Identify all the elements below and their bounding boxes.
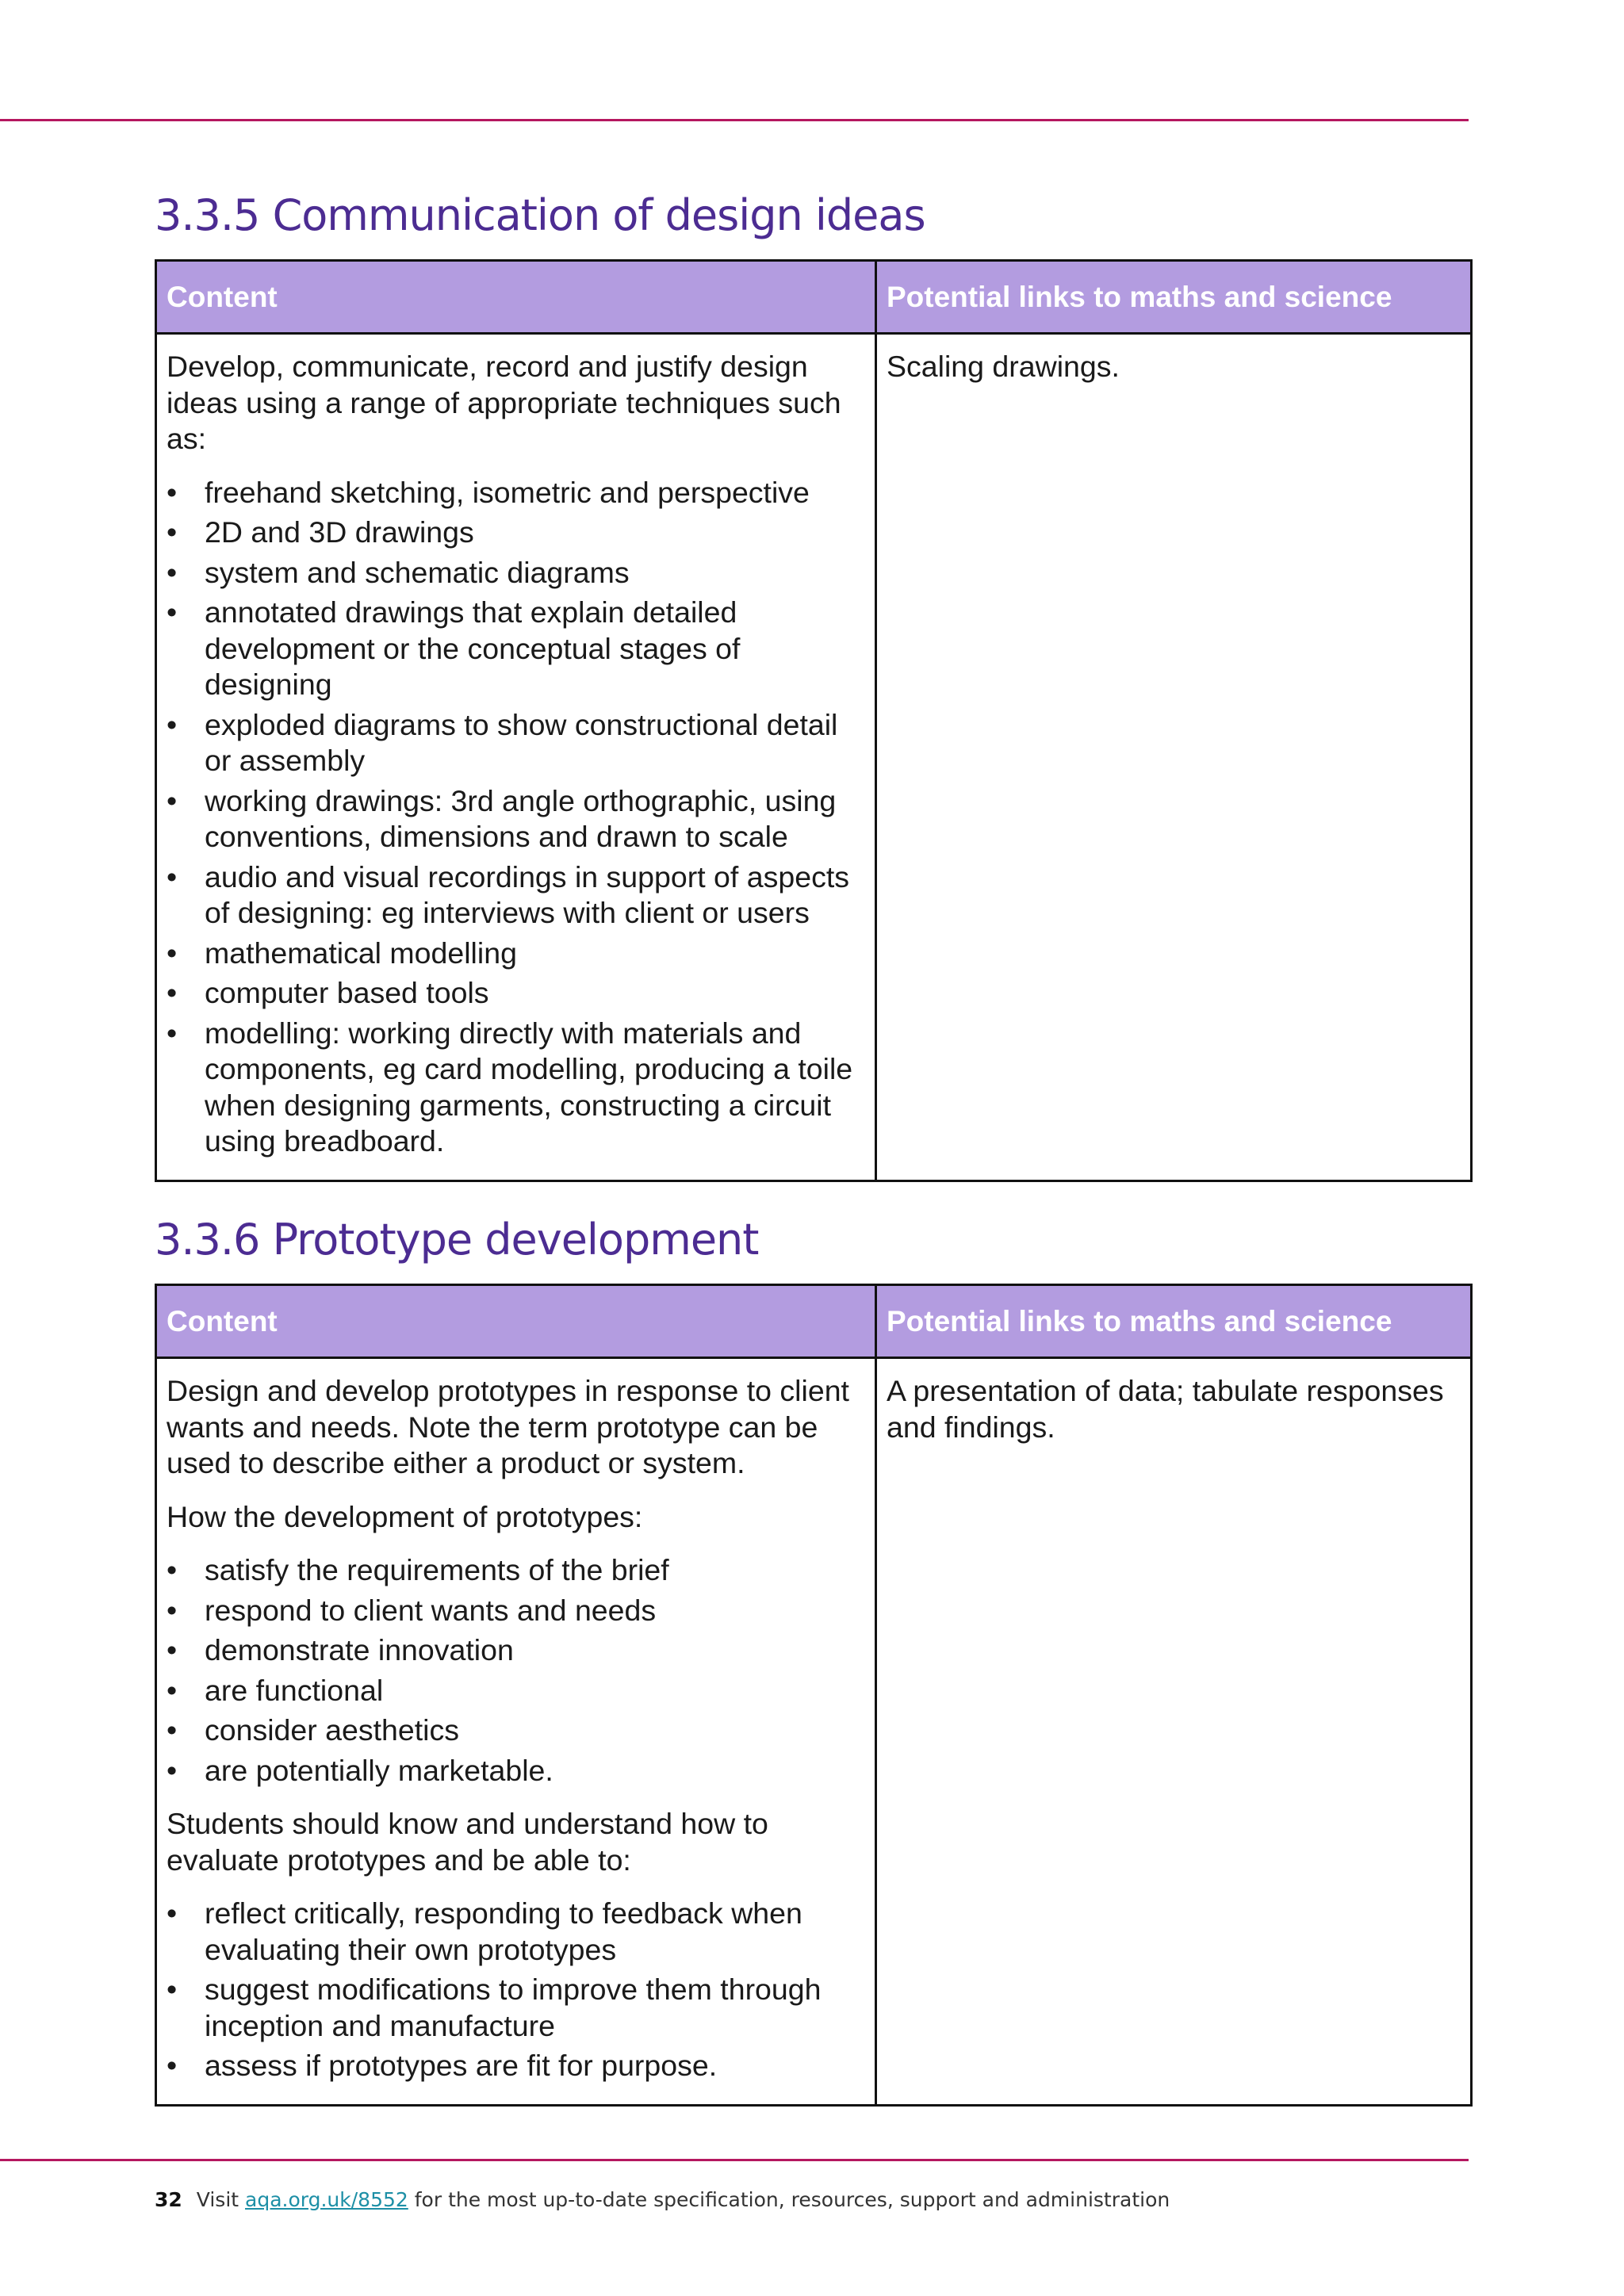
list-item: • are potentially marketable. (167, 1753, 865, 1789)
table-header-row (156, 261, 1472, 334)
list-item: • annotated drawings that explain detailed development or the conceptual stages of designing (167, 595, 865, 703)
section-title: 3.3.5 Communication of design ideas (155, 190, 925, 240)
bullet-list (167, 1552, 865, 1789)
links-text: A presentation of data; tabulate responses and findings. (887, 1374, 1444, 1444)
list-item: • freehand sketching, isometric and perspective (167, 475, 865, 511)
footer-link[interactable]: aqa.org.uk/8552 (245, 2188, 408, 2211)
paragraph: Students should know and understand how to evaluate prototypes and be able to: (167, 1807, 768, 1877)
list-item: • working drawings: 3rd angle orthographic, using conventions, dimensions and drawn to scale (167, 783, 865, 855)
bottom-rule (0, 2159, 1469, 2161)
intro-text: Develop, communicate, record and justify design ideas using a range of appropriate techniques such as: (167, 350, 841, 455)
list-item: • exploded diagrams to show constructional detail or assembly (167, 707, 865, 779)
footer-text: for the most up-to-date specification, resources, support and administration (408, 2188, 1170, 2211)
content-table (155, 1284, 1473, 2107)
list-item: • computer based tools (167, 975, 865, 1012)
header-content: Content (156, 261, 876, 334)
list-item: • audio and visual recordings in support of aspects of designing: eg interviews with client or users (167, 859, 865, 932)
list-item: • satisfy the requirements of the brief (167, 1552, 865, 1589)
list-item: • demonstrate innovation (167, 1632, 865, 1669)
table-row (156, 334, 1472, 1181)
bullet-list (167, 475, 865, 1160)
links-cell (876, 1358, 1472, 2106)
header-links: Potential links to maths and science (876, 261, 1472, 334)
links-text: Scaling drawings. (887, 350, 1120, 383)
list-item: • modelling: working directly with materials and components, eg card modelling, producing a toile when designing garments, constructing a circuit using breadboard. (167, 1016, 865, 1160)
footer (155, 2188, 1170, 2211)
footer-text: Visit (196, 2188, 246, 2211)
list-item: • system and schematic diagrams (167, 555, 865, 591)
content-cell (156, 1358, 876, 2106)
top-rule (0, 119, 1469, 121)
table-header-row (156, 1285, 1472, 1358)
links-cell (876, 334, 1472, 1181)
bullet-list (167, 1896, 865, 2084)
list-item: • mathematical modelling (167, 936, 865, 972)
content-cell (156, 334, 876, 1181)
table-row (156, 1358, 1472, 2106)
list-item: • assess if prototypes are fit for purpose. (167, 2048, 865, 2084)
paragraph: How the development of prototypes: (167, 1499, 643, 1533)
list-item: • respond to client wants and needs (167, 1593, 865, 1629)
list-item: • consider aesthetics (167, 1712, 865, 1749)
page-number: 32 (155, 2188, 182, 2211)
list-item: • suggest modifications to improve them through inception and manufacture (167, 1972, 865, 2044)
header-content: Content (156, 1285, 876, 1358)
list-item: • reflect critically, responding to feedback when evaluating their own prototypes (167, 1896, 865, 1968)
paragraph: Design and develop prototypes in response to client wants and needs. Note the term prototype can be used to describe either a product or system. (167, 1374, 849, 1479)
section-title: 3.3.6 Prototype development (155, 1215, 759, 1265)
header-links: Potential links to maths and science (876, 1285, 1472, 1358)
content-table (155, 259, 1473, 1182)
list-item: • are functional (167, 1673, 865, 1709)
list-item: • 2D and 3D drawings (167, 515, 865, 551)
